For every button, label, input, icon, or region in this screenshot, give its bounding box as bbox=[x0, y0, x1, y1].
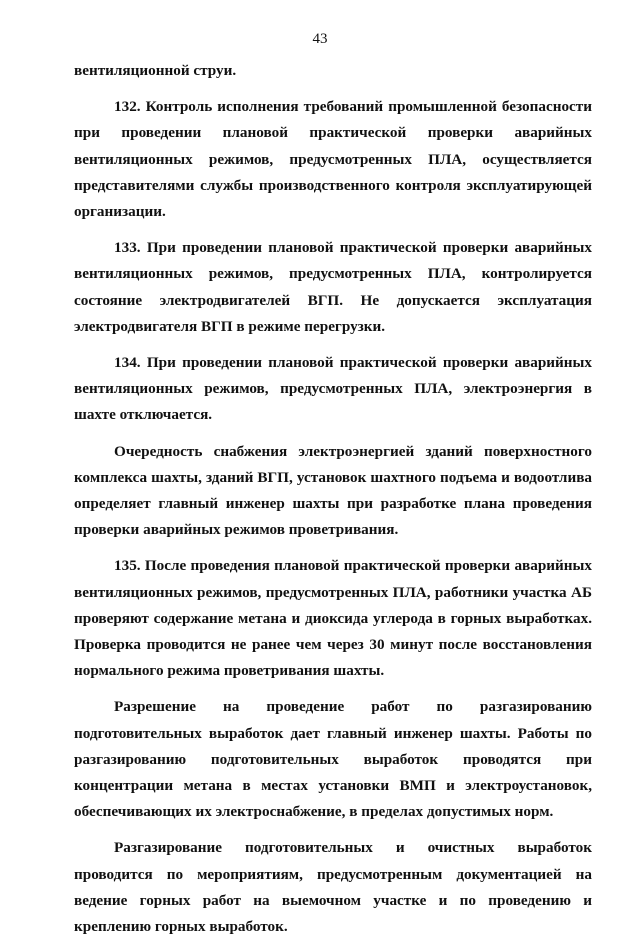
paragraph-133: 133. При проведении плановой практической проверки аварийных вентиляционных режимов, предусмотренных ПЛА, контролируется состояние электродвигателей ВГП. Не допускается эксплуатация электродвигателя ВГП в режиме перегрузки. bbox=[74, 239, 592, 335]
document-body bbox=[74, 58, 592, 950]
paragraph-132: 132. Контроль исполнения требований промышленной безопасности при проведении плановой практической проверки аварийных вентиляционных режимов, предусмотренных ПЛА, осуществляется представителями службы производственного контроля эксплуатирующей организации. bbox=[74, 98, 592, 221]
paragraph-degassing-measures: Разгазирование подготовительных и очистных выработок проводится по мероприятиям, предусмотренным документацией на ведение горных работ на выемочном участке и по проведению и креплению горных выработок. bbox=[74, 839, 592, 936]
page-number: 43 bbox=[312, 31, 328, 47]
paragraph-continuation: вентиляционной струи. bbox=[74, 62, 237, 79]
paragraph-134: 134. При проведении плановой практической проверки аварийных вентиляционных режимов, предусмотренных ПЛА, электроэнергия в шахте отключается. bbox=[74, 354, 592, 424]
paragraph-135: 135. После проведения плановой практической проверки аварийных вентиляционных режимов, предусмотренных ПЛА, работники участка АБ проверяют содержание метана и диоксида углерода в горных выработках. Проверка проводится не ранее чем через 30 минут после восстановления нормального режима проветривания шахты. bbox=[74, 557, 592, 680]
paragraph-degassing-permission: Разрешение на проведение работ по разгазированию подготовительных выработок дает главный инженер шахты. Работы по разгазированию подготовительных выработок проводятся при концентрации метана в местах установки ВМП и электроустановок, обеспечивающих их электроснабжение, в пределах допустимых норм. bbox=[74, 698, 592, 821]
paragraph-power-supply-order: Очередность снабжения электроэнергией зданий поверхностного комплекса шахты, зданий ВГП, установок шахтного подъема и водоотлива определяет главный инженер шахты при разработке плана проведения проверки аварийных режимов проветривания. bbox=[74, 442, 592, 539]
